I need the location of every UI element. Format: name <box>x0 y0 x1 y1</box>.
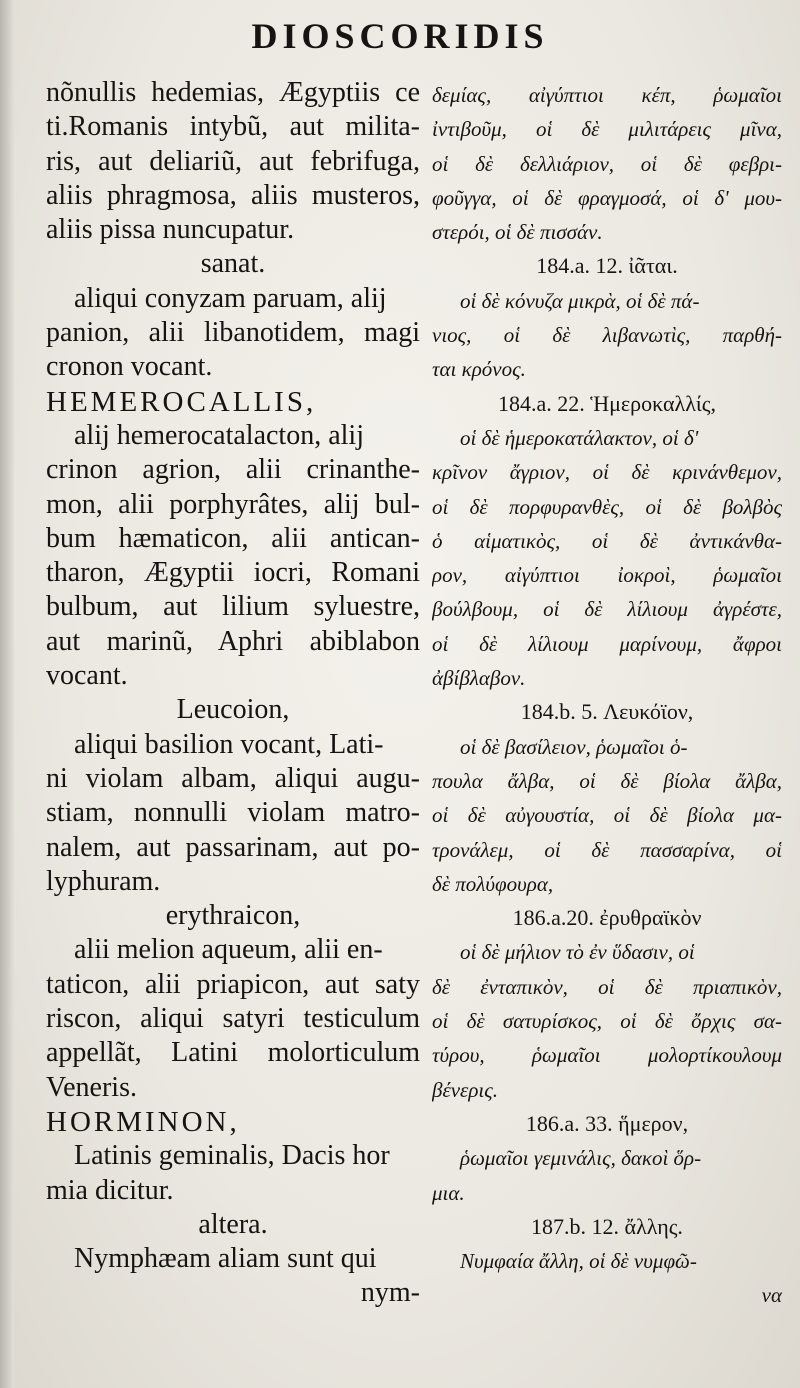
latin-text-line: lyphuram. <box>46 865 161 897</box>
latin-text-line: HORMINON, <box>46 1105 240 1138</box>
greek-text-line: 184.b. 5. Λευκόϊον, <box>520 699 694 725</box>
greek-text-line: πουλα ἄλβα, οἱ δὲ βίολα ἄλβα, <box>432 768 782 793</box>
greek-text-line: 186.a.20. ἐρυθραϊκὸν <box>512 905 702 931</box>
latin-text-line: nõnullis hedemias, Ægyptiis ce <box>46 77 420 108</box>
running-header: DIOSCORIDIS <box>251 16 549 56</box>
latin-column <box>46 76 420 1311</box>
greek-text-line: στερόι, οἱ δὲ πισσάν. <box>432 220 603 245</box>
latin-text-line: cronon vocant. <box>46 351 213 383</box>
latin-text-line: HEMEROCALLIS, <box>46 385 317 418</box>
greek-column <box>432 78 782 1313</box>
greek-text-line: οἱ δὲ ἡμεροκατάλακτον, οἱ δ' <box>460 425 699 450</box>
greek-text-line: οἱ δὲ βασίλειον, ῥωμαῖοι ὁ- <box>460 734 688 759</box>
latin-text-line: Veneris. <box>46 1071 137 1103</box>
latin-text-line: ni violam albam, aliqui augu- <box>46 762 420 794</box>
greek-text-line: ρον, αἰγύπτιοι ἰοκροὶ, ῥωμαῖοι <box>432 563 782 588</box>
latin-text-line: alij hemerocatalacton, alij <box>74 419 364 451</box>
greek-text-line: να <box>761 1283 782 1308</box>
latin-text-line: aut marinũ, Aphri abiblabon <box>46 625 420 657</box>
greek-text-line: 184.a. 12. ἰᾶται. <box>536 253 678 279</box>
greek-text-line: ἀβίβλαβον. <box>432 666 526 691</box>
latin-text-line: nalem, aut passarinam, aut po- <box>46 831 420 863</box>
greek-text-line: οἱ δὲ λίλιουμ μαρίνουμ, ἄφροι <box>432 631 782 656</box>
greek-text-line: δεμίας, αἰγύπτιοι κέπ, ῥωμαῖοι <box>432 83 782 107</box>
latin-text-line: nym- <box>360 1277 420 1309</box>
greek-text-line: δὲ ἐνταπικὸν, οἱ δὲ πριαπικὸν, <box>432 974 782 999</box>
latin-text-line: stiam, nonnulli violam matro- <box>46 797 420 829</box>
greek-text-line: κρῖνον ἄγριον, οἱ δὲ κρινάνθεμον, <box>432 460 782 485</box>
latin-text-line: tharon, Ægyptii iocri, Romani <box>46 557 420 589</box>
latin-text-line: panion, alii libanotidem, magi <box>46 317 420 349</box>
greek-text-line: οἱ δὲ αὐγουστία, οἱ δὲ βίολα μα- <box>432 803 782 828</box>
latin-text-line: bulbum, aut lilium syluestre, <box>46 591 420 623</box>
latin-text-line: mon, alii porphyrâtes, alij bul- <box>46 488 420 520</box>
greek-text-line: ῥωμαῖοι γεμινάλις, δακοὶ ὅρ- <box>460 1146 702 1171</box>
latin-text-line: crinon agrion, alii crinanthe- <box>46 454 420 486</box>
page-gutter-shadow <box>0 0 14 1388</box>
latin-text-line: Latinis geminalis, Dacis hor <box>74 1140 390 1172</box>
latin-text-line: aliis pissa nuncupatur. <box>46 214 295 246</box>
latin-text-line: alii melion aqueum, alii en- <box>74 934 383 966</box>
greek-text-line: οἱ δὲ πορφυρανθὲς, οἱ δὲ βολβὸς <box>432 494 782 519</box>
latin-text-line: mia dicitur. <box>46 1174 174 1206</box>
latin-text-line: bum hæmaticon, alii antican- <box>46 522 420 554</box>
greek-text-line: τύρου, ῥωμαῖοι μολορτίκουλουμ <box>432 1043 782 1068</box>
greek-text-line: οἱ δὲ δελλιάριον, οἱ δὲ φεβρι- <box>432 151 782 176</box>
greek-text-line: νιος, οἱ δὲ λιβανωτὶς, παρθή- <box>432 323 782 348</box>
latin-text-line: aliqui basilion vocant, Lati- <box>74 728 384 760</box>
latin-text-line: aliqui conyzam paruam, alij <box>74 282 387 314</box>
latin-text-line: ti.Romanis intybũ, aut milita- <box>46 111 420 143</box>
greek-text-line: 186.a. 33. ἥμερον, <box>525 1110 689 1136</box>
greek-text-line: βούλβουμ, οἱ δὲ λίλιουμ ἀγρέστε, <box>432 597 782 622</box>
greek-text-line: ἰντιβοῦμ, οἱ δὲ μιλιτάρεις μῖνα, <box>432 117 782 142</box>
latin-text-line: appellãt, Latini molorticulum <box>46 1037 420 1069</box>
greek-text-line: οἱ δὲ μήλιον τὸ ἐν ὕδασιν, οἱ <box>460 940 695 965</box>
latin-text-line: altera. <box>198 1208 268 1240</box>
greek-text-line: ται κρόνος. <box>432 357 526 382</box>
greek-text-line: τρονάλεμ, οἱ δὲ πασσαρίνα, οἱ <box>432 837 782 862</box>
greek-text-line: οἱ δὲ κόνυζα μικρὰ, οἱ δὲ πά- <box>460 288 700 313</box>
greek-text-line: Νυμφαία ἄλλη, οἱ δὲ νυμφῶ- <box>460 1249 697 1274</box>
greek-text-line: δὲ πολύφουρα, <box>432 871 554 896</box>
greek-text-line: βένερις. <box>432 1077 499 1102</box>
latin-text-line: sanat. <box>200 248 266 280</box>
latin-text-line: taticon, alii priapicon, aut saty <box>46 968 420 1000</box>
latin-text-line: erythraicon, <box>165 900 301 932</box>
greek-text-line: 187.b. 12. ἄλλης. <box>531 1213 683 1239</box>
latin-text-line: vocant. <box>46 660 128 692</box>
greek-text-line: ὁ αἱματικὸς, οἱ δὲ ἀντικάνθα- <box>432 528 782 553</box>
greek-text-line: φοῦγγα, οἱ δὲ φραγμοσά, οἱ δ' μου- <box>432 185 782 210</box>
latin-text-line: riscon, aliqui satyri testiculum <box>46 1003 420 1035</box>
greek-text-line: 184.a. 22. Ἡμεροκαλλίς, <box>497 390 717 416</box>
greek-text-line: οἱ δὲ σατυρίσκος, οἱ δὲ ὄρχις σα- <box>432 1009 782 1034</box>
latin-text-line: Nymphæam aliam sunt qui <box>74 1243 377 1275</box>
greek-text-line: μια. <box>432 1180 465 1205</box>
latin-text-line: ris, aut deliariũ, aut febrifuga, <box>46 145 420 177</box>
latin-text-line: Leucoion, <box>176 694 290 726</box>
latin-text-line: aliis phragmosa, aliis musteros, <box>46 179 420 211</box>
